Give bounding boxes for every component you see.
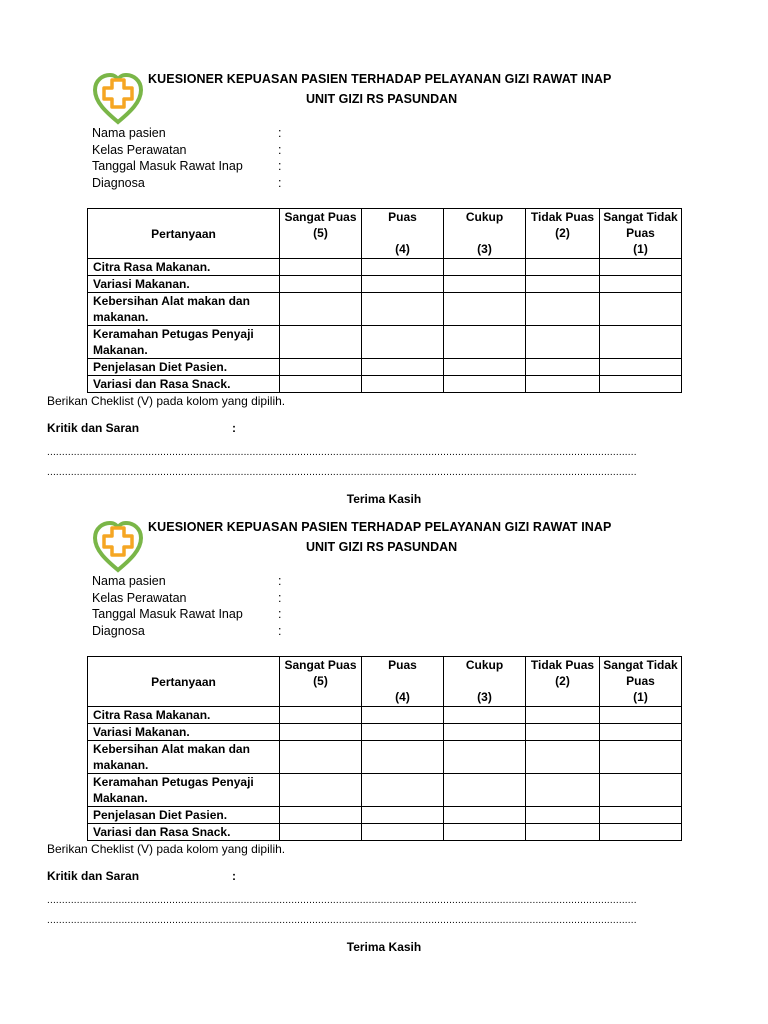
check-cell[interactable] xyxy=(280,824,362,841)
check-cell[interactable] xyxy=(526,359,600,376)
feedback-line-1[interactable]: ...................................................................................................................................................................................................... xyxy=(47,447,637,458)
check-cell[interactable] xyxy=(600,774,682,807)
check-cell[interactable] xyxy=(600,807,682,824)
check-cell[interactable] xyxy=(526,276,600,293)
check-cell[interactable] xyxy=(600,326,682,359)
form-title: KUESIONER KEPUASAN PASIEN TERHADAP PELAYANAN GIZI RAWAT INAP xyxy=(148,520,612,534)
check-cell[interactable] xyxy=(526,326,600,359)
check-cell[interactable] xyxy=(280,326,362,359)
check-cell[interactable] xyxy=(280,707,362,724)
check-cell[interactable] xyxy=(362,359,444,376)
column-label: Puas xyxy=(388,658,417,672)
form-subtitle: UNIT GIZI RS PASUNDAN xyxy=(306,540,458,554)
check-cell[interactable] xyxy=(280,741,362,774)
check-cell[interactable] xyxy=(280,293,362,326)
check-cell[interactable] xyxy=(362,707,444,724)
check-cell[interactable] xyxy=(280,724,362,741)
diagnosis-row xyxy=(92,175,392,192)
check-cell[interactable] xyxy=(280,376,362,393)
field-label: Diagnosa xyxy=(92,175,145,190)
check-cell[interactable] xyxy=(444,359,526,376)
check-cell[interactable] xyxy=(280,359,362,376)
check-cell[interactable] xyxy=(280,774,362,807)
table-row xyxy=(88,807,682,824)
table-row xyxy=(88,326,682,359)
check-cell[interactable] xyxy=(444,741,526,774)
table-row xyxy=(88,276,682,293)
column-label: Puas xyxy=(388,210,417,224)
check-cell[interactable] xyxy=(444,326,526,359)
check-cell[interactable] xyxy=(526,741,600,774)
field-colon: : xyxy=(278,590,282,605)
column-label: Cukup xyxy=(465,210,504,224)
check-cell[interactable] xyxy=(600,741,682,774)
column-score: (4) xyxy=(395,690,410,704)
field-label: Kelas Perawatan xyxy=(92,590,187,605)
check-cell[interactable] xyxy=(444,724,526,741)
field-label: Nama pasien xyxy=(92,126,166,140)
check-cell[interactable] xyxy=(280,807,362,824)
check-cell[interactable] xyxy=(362,824,444,841)
care-class-row xyxy=(92,142,392,159)
closing-text: Terima Kasih xyxy=(346,940,422,954)
check-cell[interactable] xyxy=(444,259,526,276)
closing-text: Terima Kasih xyxy=(346,492,422,506)
check-cell[interactable] xyxy=(362,807,444,824)
check-cell[interactable] xyxy=(362,276,444,293)
hospital-heart-cross-logo-icon xyxy=(93,518,143,574)
table-row xyxy=(88,376,682,393)
check-cell[interactable] xyxy=(600,293,682,326)
check-cell[interactable] xyxy=(526,724,600,741)
patient-name-row xyxy=(92,573,392,590)
column-header-tidak-puas xyxy=(526,657,600,707)
column-score: (4) xyxy=(395,242,410,256)
check-cell[interactable] xyxy=(444,807,526,824)
check-cell[interactable] xyxy=(600,359,682,376)
hospital-heart-cross-logo-icon xyxy=(93,70,143,126)
form-subtitle: UNIT GIZI RS PASUNDAN xyxy=(306,92,458,106)
column-header-sangat-tidak-puas xyxy=(600,209,682,259)
question-cell: Keramahan Petugas Penyaji Makanan. xyxy=(88,774,280,807)
feedback-line-1[interactable]: ...................................................................................................................................................................................................... xyxy=(47,895,637,906)
check-cell[interactable] xyxy=(526,824,600,841)
question-cell: Variasi dan Rasa Snack. xyxy=(88,376,280,393)
check-cell[interactable] xyxy=(526,293,600,326)
field-colon: : xyxy=(278,159,282,173)
table-row xyxy=(88,824,682,841)
check-cell[interactable] xyxy=(526,707,600,724)
check-cell[interactable] xyxy=(600,724,682,741)
question-cell: Kebersihan Alat makan dan makanan. xyxy=(88,741,280,774)
column-header-sangat-tidak-puas xyxy=(600,657,682,707)
check-cell[interactable] xyxy=(444,824,526,841)
check-cell[interactable] xyxy=(600,259,682,276)
column-score: (3) xyxy=(477,690,492,704)
field-label: Kelas Perawatan xyxy=(92,142,187,157)
satisfaction-table xyxy=(87,656,682,841)
column-header-cukup xyxy=(444,209,526,259)
table-row xyxy=(88,707,682,724)
check-cell[interactable] xyxy=(362,293,444,326)
question-cell: Citra Rasa Makanan. xyxy=(88,707,280,724)
table-header-row xyxy=(88,209,682,259)
field-colon: : xyxy=(278,175,282,190)
column-header-cukup xyxy=(444,657,526,707)
check-cell[interactable] xyxy=(600,376,682,393)
question-column-header: Pertanyaan xyxy=(88,209,280,259)
check-cell[interactable] xyxy=(444,376,526,393)
field-label: Nama pasien xyxy=(92,574,166,588)
feedback-label: Kritik dan Saran xyxy=(47,421,140,435)
check-cell[interactable] xyxy=(362,741,444,774)
check-cell[interactable] xyxy=(526,774,600,807)
feedback-label: Kritik dan Saran xyxy=(47,869,140,883)
field-label: Tanggal Masuk Rawat Inap xyxy=(92,159,243,173)
field-colon: : xyxy=(278,126,282,140)
column-header-puas xyxy=(362,209,444,259)
table-row xyxy=(88,359,682,376)
checklist-instruction: Berikan Cheklist (V) pada kolom yang dipilih. xyxy=(47,842,286,856)
satisfaction-table xyxy=(87,208,682,393)
check-cell[interactable] xyxy=(444,774,526,807)
column-header-sangat-puas xyxy=(280,209,362,259)
field-colon: : xyxy=(278,607,282,621)
patient-info xyxy=(92,573,392,639)
feedback-colon: : xyxy=(232,421,236,435)
check-cell[interactable] xyxy=(600,276,682,293)
table-header-row xyxy=(88,657,682,707)
care-class-row xyxy=(92,590,392,607)
check-cell[interactable] xyxy=(362,774,444,807)
column-header-sangat-puas xyxy=(280,657,362,707)
checklist-instruction: Berikan Cheklist (V) pada kolom yang dipilih. xyxy=(47,394,286,408)
field-label: Diagnosa xyxy=(92,623,145,638)
table-row xyxy=(88,259,682,276)
check-cell[interactable] xyxy=(444,276,526,293)
feedback-colon: : xyxy=(232,869,236,883)
question-cell: Keramahan Petugas Penyaji Makanan. xyxy=(88,326,280,359)
check-cell[interactable] xyxy=(362,724,444,741)
patient-info xyxy=(92,125,392,191)
check-cell[interactable] xyxy=(600,824,682,841)
column-label: Sangat Tidak Puas xyxy=(603,658,678,688)
field-colon: : xyxy=(278,623,282,638)
question-cell: Penjelasan Diet Pasien. xyxy=(88,807,280,824)
column-score: (1) xyxy=(633,242,648,256)
form-title: KUESIONER KEPUASAN PASIEN TERHADAP PELAYANAN GIZI RAWAT INAP xyxy=(148,72,612,86)
table-row xyxy=(88,741,682,774)
question-column-header: Pertanyaan xyxy=(88,657,280,707)
check-cell[interactable] xyxy=(526,807,600,824)
table-row xyxy=(88,724,682,741)
column-header-puas xyxy=(362,657,444,707)
question-cell: Variasi Makanan. xyxy=(88,724,280,741)
check-cell[interactable] xyxy=(362,259,444,276)
diagnosis-row xyxy=(92,623,392,640)
table-row xyxy=(88,293,682,326)
admission-date-row xyxy=(92,606,392,623)
column-label: Sangat Puas xyxy=(284,210,357,224)
patient-name-row xyxy=(92,125,392,142)
check-cell[interactable] xyxy=(280,276,362,293)
field-colon: : xyxy=(278,574,282,588)
column-label: Cukup xyxy=(465,658,504,672)
column-score: (1) xyxy=(633,690,648,704)
column-score: (2) xyxy=(555,674,570,688)
column-score: (5) xyxy=(313,674,328,688)
field-colon: : xyxy=(278,142,282,157)
column-label: Tidak Puas xyxy=(530,210,595,224)
column-label: Tidak Puas xyxy=(530,658,595,672)
check-cell[interactable] xyxy=(444,293,526,326)
questionnaire-form-2 xyxy=(0,514,768,962)
check-cell[interactable] xyxy=(526,376,600,393)
column-header-tidak-puas xyxy=(526,209,600,259)
field-label: Tanggal Masuk Rawat Inap xyxy=(92,607,243,621)
check-cell[interactable] xyxy=(526,259,600,276)
question-cell: Variasi Makanan. xyxy=(88,276,280,293)
column-score: (5) xyxy=(313,226,328,240)
check-cell[interactable] xyxy=(600,707,682,724)
check-cell[interactable] xyxy=(362,376,444,393)
check-cell[interactable] xyxy=(280,259,362,276)
table-row xyxy=(88,774,682,807)
column-score: (2) xyxy=(555,226,570,240)
question-cell: Penjelasan Diet Pasien. xyxy=(88,359,280,376)
question-cell: Variasi dan Rasa Snack. xyxy=(88,824,280,841)
check-cell[interactable] xyxy=(362,326,444,359)
check-cell[interactable] xyxy=(444,707,526,724)
question-cell: Citra Rasa Makanan. xyxy=(88,259,280,276)
column-score: (3) xyxy=(477,242,492,256)
column-label: Sangat Puas xyxy=(284,658,357,672)
feedback-line-2[interactable]: ...................................................................................................................................................................................................... xyxy=(47,915,637,926)
column-label: Sangat Tidak Puas xyxy=(603,210,678,240)
question-cell: Kebersihan Alat makan dan makanan. xyxy=(88,293,280,326)
admission-date-row xyxy=(92,158,392,175)
feedback-line-2[interactable]: ...................................................................................................................................................................................................... xyxy=(47,467,637,478)
questionnaire-form-1 xyxy=(0,66,768,514)
